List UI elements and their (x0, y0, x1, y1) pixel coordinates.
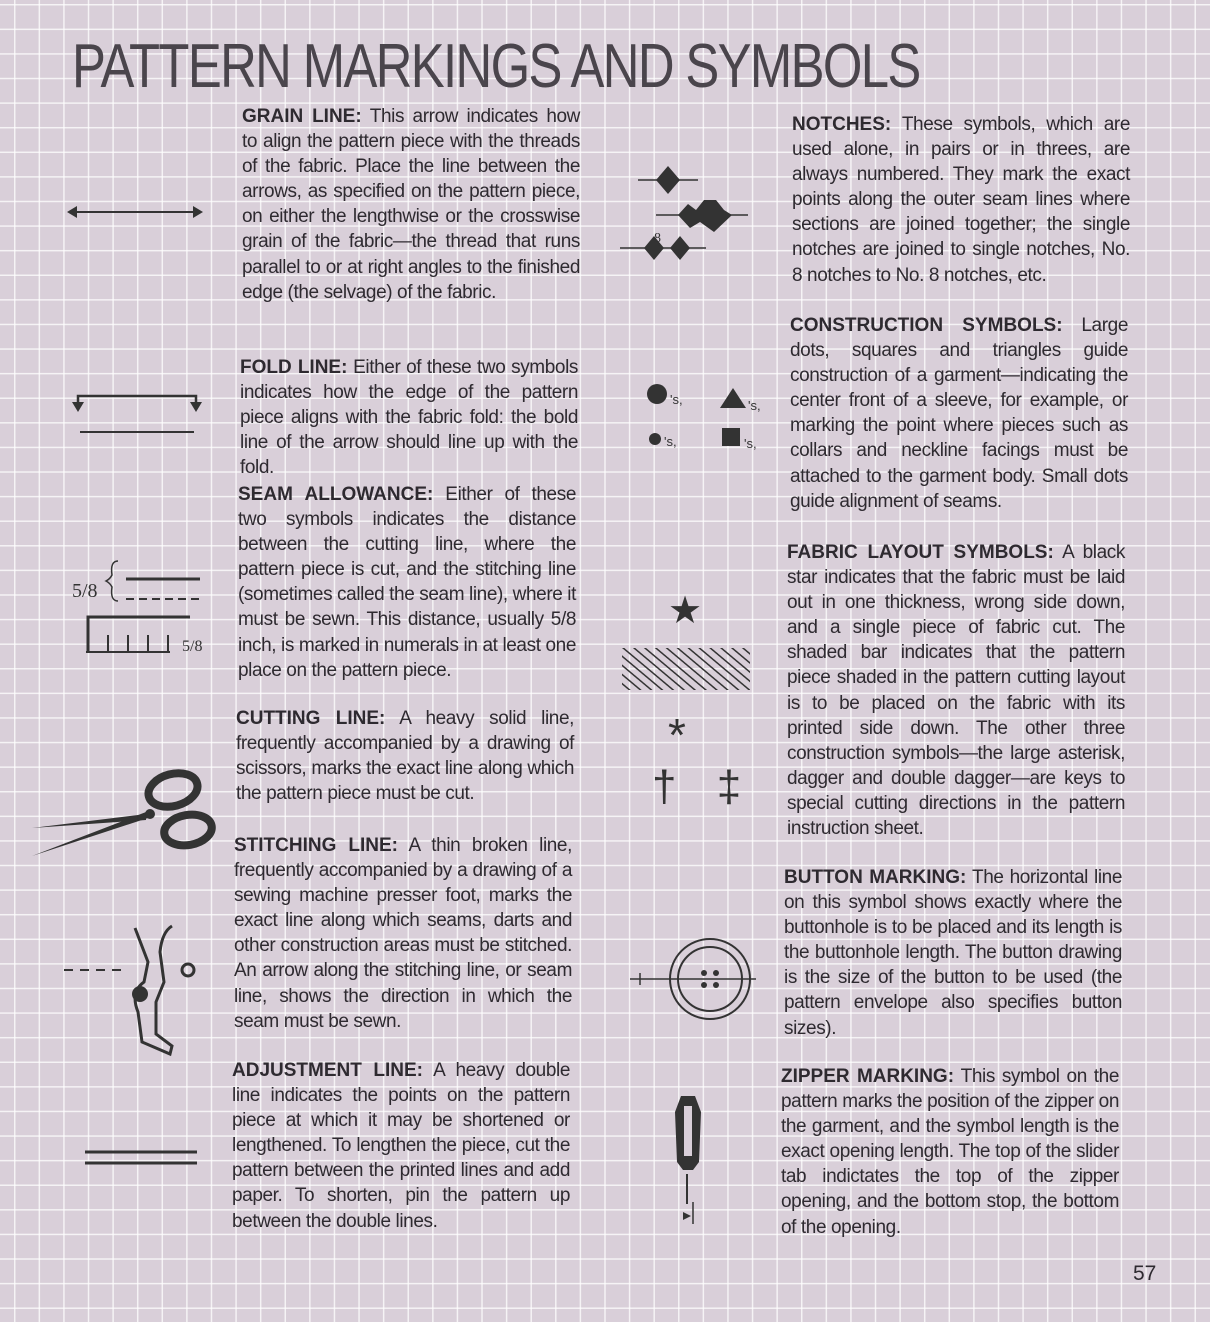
dagger-icons: † ‡ (652, 762, 756, 811)
presser-foot-icon (60, 922, 210, 1062)
entry-body: This symbol on the pattern marks the position of the zipper on the garment, and the symbol length is the exact opening length. The top of the slider tab indictates the top of the zipper opening, and the bottom stop, the bottom of the opening. (781, 1066, 1119, 1238)
entry-body: Either of these two symbols indicates how the edge of the pattern piece aligns with the fabric fold: the bold line of the arrow should line up with the fold. (240, 357, 578, 479)
page-title: PATTERN MARKINGS AND SYMBOLS (72, 32, 920, 101)
entry-fold-line (240, 355, 578, 480)
entry-body: A black star indicates that the fabric must be laid out in one thickness, wrong side down, and a single piece of fabric cut. The shaded bar indicates that the pattern piece shaded in the pattern cutting layout is to be placed on the fabric with its printed side down. The other three construction symbols—the large asterisk, dagger and double dagger—are keys to special cutting directions in the pattern instruction sheet. (787, 542, 1125, 840)
entry-heading: STITCHING LINE: (234, 835, 398, 856)
entry-heading: ADJUSTMENT LINE: (232, 1060, 423, 1081)
asterisk-icon: * (668, 709, 686, 761)
scissors-icon (28, 768, 218, 860)
entry-heading: FOLD LINE: (240, 357, 348, 378)
notch-number: 8 (654, 231, 661, 246)
entry-body: Either of these two symbols indicates the distance between the cutting line, where the pattern piece is cut, and the stitching line (sometimes called the seam line), where it must be sewn. This distance, usually 5/8 inch, is marked in numerals in at least one place on the pattern piece. (238, 484, 577, 681)
entry-button-marking (784, 865, 1122, 1041)
entry-heading: GRAIN LINE: (242, 106, 362, 127)
entry-heading: CUTTING LINE: (236, 708, 386, 729)
fold-line-arrow-icon (70, 388, 205, 440)
entry-heading: BUTTON MARKING: (784, 867, 967, 888)
entry-stitching-line (234, 833, 572, 1034)
adjustment-line-icon (85, 1148, 200, 1168)
suffix-label: 's, (664, 434, 677, 449)
entry-body: These symbols, which are used alone, in pairs or in threes, are always numbered. They mark the exact points along the outer seam lines where sections are joined together; the single notches are joined to single notches, No. 8 notches to No. 8 notches, etc. (792, 114, 1130, 286)
entry-fabric-layout-symbols (787, 540, 1125, 841)
entry-body: A heavy solid line, frequently accompanied by a drawing of scissors, marks the exact line along which the pattern piece must be cut. (236, 708, 574, 805)
suffix-label: 's, (748, 398, 761, 413)
entry-notches (792, 112, 1130, 288)
entry-grain-line (242, 104, 580, 305)
entry-body: Large dots, squares and triangles guide construction of a garment—indicating the center front of a sleeve, for example, or marking the point where pieces such as collars and neckline facings must be attached to the garment body. Small dots guide alignment of seams. (790, 315, 1128, 512)
entry-heading: ZIPPER MARKING: (781, 1066, 955, 1087)
entry-zipper-marking (781, 1064, 1119, 1240)
page-number: 57 (1133, 1262, 1157, 1285)
seam-fraction-label-2: 5/8 (182, 638, 203, 655)
entry-body: The horizontal line on this symbol shows exactly where the buttonhole is to be placed and its length is the buttonhole length. The button drawing is the size of the button to be used (the pattern envelope also specifies button sizes). (784, 867, 1122, 1039)
notches-icon (620, 160, 755, 270)
entry-body: A thin broken line, frequently accompanied by a drawing of a sewing machine presser foot, marks the exact line along which seams, darts and other construction areas must be stitched. An arrow along the stitching line, or seam line, shows the direction in which the seam must be sewn. (234, 835, 572, 1032)
seam-allowance-icon (70, 555, 210, 660)
entry-heading: NOTCHES: (792, 114, 892, 135)
entry-heading: FABRIC LAYOUT SYMBOLS: (787, 542, 1054, 563)
entry-cutting-line (236, 706, 574, 806)
entry-construction-symbols (790, 313, 1128, 514)
entry-heading: SEAM ALLOWANCE: (238, 484, 434, 505)
star-icon: ★ (668, 590, 703, 632)
grain-line-arrow-icon (65, 202, 205, 222)
suffix-label: 's, (670, 392, 683, 407)
entry-body: This arrow indicates how to align the pattern piece with the threads of the fabric. Place the line between the arrows, as specified on the pattern piece, on either the lengthwise or the crosswise grain of the fabric—the thread that runs parallel to or at right angles to the finished edge (the selvage) of the fabric. (242, 106, 580, 303)
entry-heading: CONSTRUCTION SYMBOLS: (790, 315, 1063, 336)
shaded-bar-icon (622, 648, 750, 690)
suffix-label: 's, (744, 436, 757, 451)
entry-seam-allowance (238, 482, 576, 683)
seam-fraction-label: 5/8 (72, 580, 98, 602)
construction-symbols-icon (640, 378, 770, 454)
entry-body: A heavy double line indicates the points on the pattern piece at which it may be shortened or lengthened. To lengthen the piece, cut the pattern between the printed lines and add paper. To shorten, pin the pattern up between the double lines. (232, 1060, 570, 1232)
button-marking-icon (628, 935, 758, 1025)
zipper-icon (665, 1092, 713, 1230)
entry-adjustment-line (232, 1058, 570, 1234)
